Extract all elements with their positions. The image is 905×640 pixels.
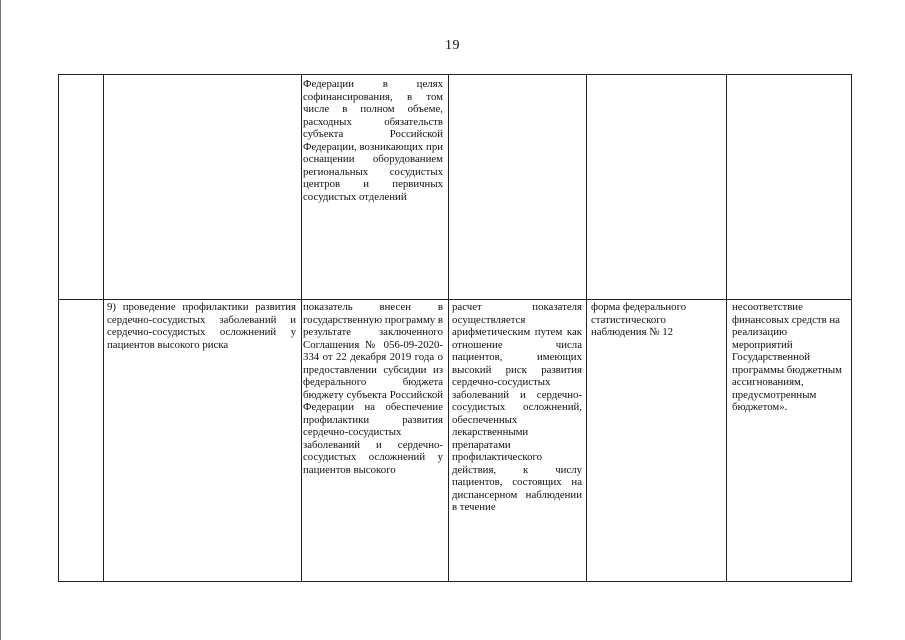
column-divider-4 [586,75,587,581]
row2-col4-text: расчет показателя осуществляется арифметическим путем как отношение числа пациентов, имеющих высокий риск развития сердечно-сосудистых заболеваний и сердечно-сосудистых осложнений, обеспеченных лекарственными препаратами профилактического действия, к числу пациентов, состоящих на диспансерном наблюдении в течение [452,301,582,513]
row-divider [59,299,851,300]
document-table [58,74,852,582]
row2-col3-text: показатель внесен в государственную программу в результате заключенного Соглашения № 056-09-2020-334 от 22 декабря 2019 года о предоставлении субсидии из федерального бюджета бюджету субъекта Российской Федерации на обеспечение профилактики развития сердечно-сосудистых заболеваний и сердечно-сосудистых осложнений у пациентов высокого [303,301,443,476]
page-number: 19 [445,38,460,53]
row2-col2-text: 9) проведение профилактики развития сердечно-сосудистых заболеваний и сердечно-сосудистых осложнений у пациентов высокого риска [107,301,296,351]
column-divider-3 [448,75,449,581]
row1-col3-text: Федерации в целях софинансирования, в том числе в полном объеме, расходных обязательств субъекта Российской Федерации, возникающих при оснащении оборудованием региональных сосудистых центров и первичных сосудистых отделений [303,78,443,203]
column-divider-5 [726,75,727,581]
row2-col5-text: форма федерального статистического наблюдения № 12 [591,301,687,338]
column-divider-1 [103,75,104,581]
column-divider-2 [301,75,302,581]
row2-col6-text: несоответствие финансовых средств на реализацию мероприятий Государственной программы бюджетным ассигнованиям, предусмотренным бюджетом». [732,301,843,413]
scan-edge-line [0,0,4,640]
